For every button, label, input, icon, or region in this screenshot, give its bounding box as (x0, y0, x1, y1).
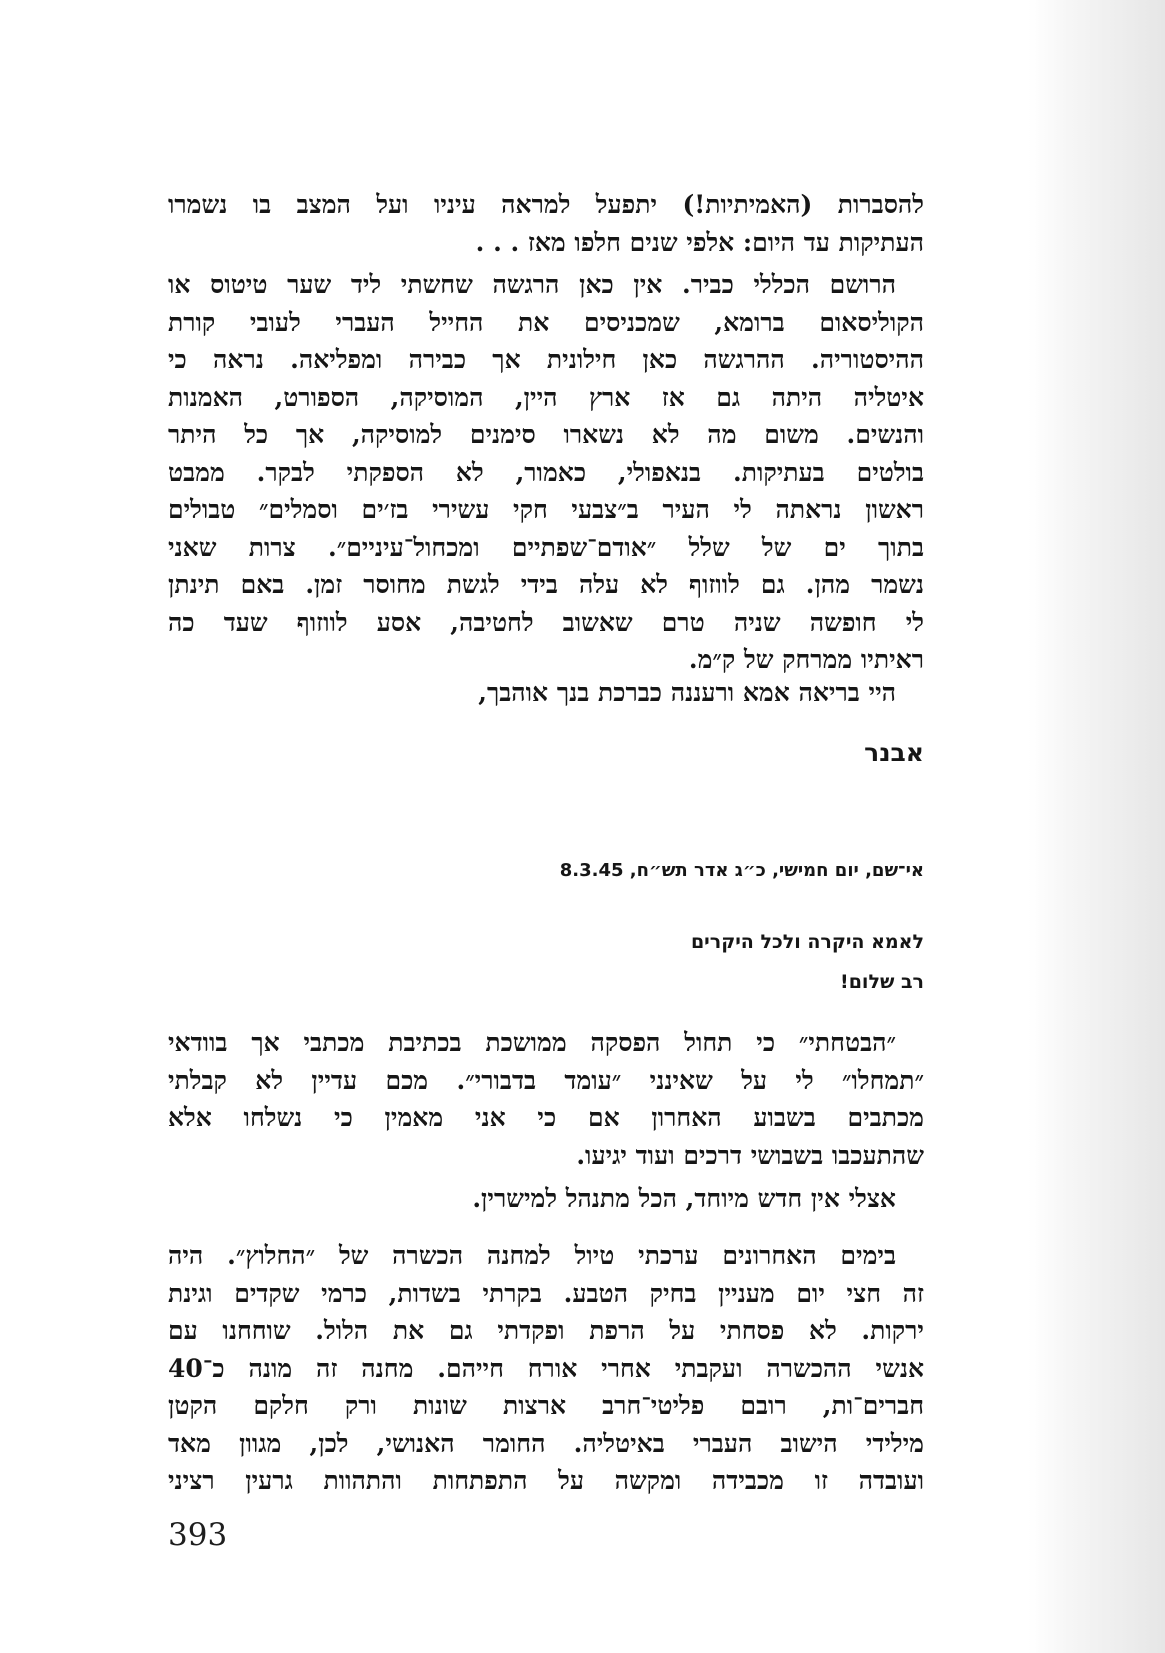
salutation-line: לאמא היקרה ולכל היקרים (690, 931, 924, 953)
text-line: מילידי הישוב העברי באיטליה. החומר האנושי, לכן, מגוון מאד (168, 1428, 924, 1458)
text-line: זה חצי יום מעניין בחיק הטבע. בקרתי בשדות, כרמי שקדים וגינת (168, 1278, 924, 1308)
paragraph-routine (168, 1180, 924, 1218)
salutation-line: רב שלום! (840, 971, 924, 993)
text-line: איטליה היתה גם אז ארץ היין, המוסיקה, הספורט, האמנות (168, 382, 924, 412)
paragraph-promise (168, 1024, 924, 1174)
letter-closing (168, 674, 924, 712)
page-gutter-shadow (1028, 0, 1165, 1653)
text-line: להסברות (האמיתיות!) יתפעל למראה עיניו ועל המצב בו נשמרו (168, 190, 924, 219)
text-line: הקוליסאום ברומא, שמכניסים את החייל העברי לעובי קורת (168, 307, 924, 337)
paragraph-antiquities-end (168, 186, 924, 261)
text-line: חברים־ות, רובם פליטי־חרב ארצות שונות ורק חלקם הקטן (168, 1391, 924, 1420)
text-line: והנשים. משום מה לא נשארו סימנים למוסיקה, אך כל היתר (168, 420, 924, 449)
text-line: ״הבטחתי״ כי תחול הפסקה ממושכת בכתיבת מכתבי אך בוודאי (168, 1028, 896, 1057)
text-line: ראשון נראתה לי העיר ב״צבעי חקי עשירי בז׳ים וסמלים״ טבולים (168, 495, 924, 524)
text-line: בתוך ים של שלל ״אודם־שפתיים ומכחול־עיניים״. צרות שאני (168, 532, 924, 562)
text-line: אנשי ההכשרה ועקבתי אחרי אורח חייהם. מחנה זה מונה כ־40 (168, 1353, 924, 1383)
text-line: היי בריאה אמא ורעננה כברכת בנך אוהבך, (478, 678, 896, 707)
page-number: 393 (168, 1517, 228, 1553)
text-line: הרושם הכללי כביר. אין כאן הרגשה שחשתי ליד שער טיטוס או (168, 270, 896, 299)
letter-signature: אבנר (864, 738, 924, 767)
text-line: אצלי אין חדש מיוחד, הכל מתנהל למישרין. (472, 1184, 896, 1213)
paragraph-impression (168, 266, 924, 679)
text-line: ההיסטוריה. ההרגשה כאן חילונית אך כבירה ומפליאה. נראה כי (168, 345, 924, 374)
paragraph-trip (168, 1237, 924, 1500)
letter-salutation (168, 922, 924, 1002)
text-line: בולטים בעתיקות. בנאפולי, כאמור, לא הספקתי לבקר. ממבט (168, 457, 924, 487)
text-line: ירקות. לא פסחתי על הרפת ופקדתי גם את הלול. שוחחנו עם (168, 1316, 924, 1345)
text-line: שהתעכבו בשבושי דרכים ועוד יגיעו. (576, 1140, 924, 1170)
text-line: נשמר מהן. גם לווזוף לא עלה בידי לגשת מחוסר זמן. באם תינתן (168, 570, 924, 599)
text-line: לי חופשה שניה טרם שאשוב לחטיבה, אסע לווזוף שעד כה (168, 607, 924, 637)
text-line: ״תמחלו״ לי על שאינני ״עומד בדבורי״. מכם עדיין לא קבלתי (168, 1065, 924, 1095)
text-line: העתיקות עד היום: אלפי שנים חלפו מאז . . . (475, 227, 924, 257)
text-line: ועובדה זו מכבידה ומקשה על התפתחות והתהוות גרעין רציני (168, 1466, 924, 1495)
text-line: מכתבים בשבוע האחרון אם כי אני מאמין כי נשלחו אלא (168, 1103, 924, 1132)
text-line: בימים האחרונים ערכתי טיול למחנה הכשרה של ״החלוץ״. היה (168, 1241, 896, 1270)
letter-dateline: אי־שם, יום חמישי, כ״ג אדר תש״ח, 8.3.45 (559, 860, 924, 881)
text-line: ראיתיו ממרחק של ק״מ. (688, 645, 924, 674)
